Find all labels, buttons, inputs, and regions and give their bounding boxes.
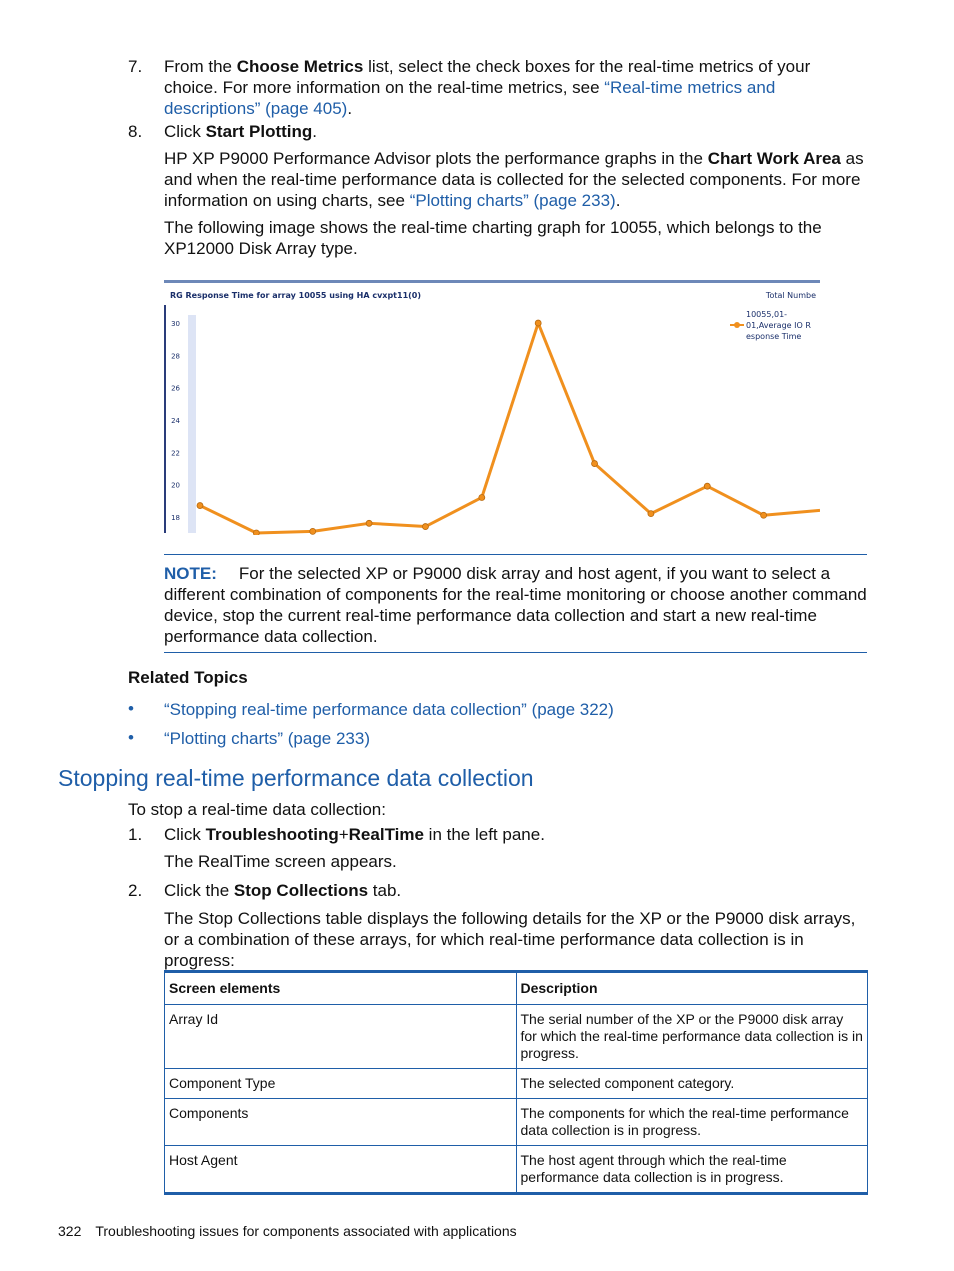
table-cell: Components — [165, 1099, 517, 1146]
note-label: NOTE: — [164, 564, 217, 583]
page-number: 322 — [58, 1223, 82, 1239]
bullet-dot: • — [128, 728, 134, 747]
legend-label — [746, 310, 811, 341]
realtime-metrics-link[interactable]: “Real-time metrics and descriptions” (page 405) — [164, 78, 776, 118]
section-intro: To stop a real-time data collection: — [128, 800, 386, 819]
table-row — [165, 1005, 868, 1069]
chart-title: RG Response Time for array 10055 using HA cvxpt11(0) — [170, 291, 422, 300]
data-point — [704, 483, 710, 489]
plot-paragraph: HP XP P9000 Performance Advisor plots the performance graphs in the Chart Work Area as and when the real-time performance data is collected for the selected components. For more information on using charts, see “Plotting charts” (page 233). — [164, 149, 864, 210]
chart-legend — [730, 310, 811, 341]
step-8-number: 8. — [128, 122, 143, 141]
step-7-text: From the Choose Metrics list, select the check boxes for the real-time metrics of your choice. For more information on the real-time metrics, see “Real-time metrics and descriptions” (page 405). — [164, 57, 811, 118]
data-point — [253, 530, 259, 535]
stop-collections-label: Stop Collections — [233, 881, 369, 900]
chart-left-edge — [164, 305, 166, 533]
data-point — [535, 320, 541, 326]
data-point — [479, 494, 485, 500]
note-block — [164, 563, 868, 647]
data-point — [648, 511, 654, 517]
step-7-number: 7. — [128, 57, 143, 76]
y-tick-label: 20 — [171, 481, 180, 490]
y-tick-label: 28 — [171, 352, 180, 361]
table-cell: Component Type — [165, 1069, 517, 1099]
y-tick-label: 24 — [171, 416, 180, 425]
table-row — [165, 1099, 868, 1146]
legend-swatch-marker — [734, 322, 740, 328]
note-bottom-rule — [164, 652, 867, 653]
bullet-dot: • — [128, 699, 134, 718]
data-point — [310, 528, 316, 534]
y-tick-label: 26 — [171, 384, 180, 393]
start-plotting-label: Start Plotting — [205, 122, 313, 141]
table-header-row — [165, 972, 868, 1005]
y-axis-bar — [188, 315, 196, 533]
data-point — [761, 512, 767, 518]
choose-metrics-label: Choose Metrics — [236, 57, 364, 76]
plotting-charts-link[interactable]: “Plotting charts” (page 233) — [409, 191, 616, 210]
note-text: For the selected XP or P9000 disk array and host agent, if you want to select a different combination of components for the real-time monitoring or choose another command device, stop the current real-time performance data collection and start a new real-time performance data collection. — [164, 564, 867, 646]
step-2-text: Click the Stop Collections tab. — [164, 881, 402, 900]
stop-collections-table — [164, 970, 868, 1195]
page-footer — [58, 1223, 517, 1239]
chart-svg — [164, 283, 820, 535]
step-1-text: Click Troubleshooting+RealTime in the left pane. — [164, 825, 545, 844]
step-1-number: 1. — [128, 825, 143, 844]
related-topics-heading: Related Topics — [128, 668, 248, 687]
step-1-result: The RealTime screen appears. — [164, 852, 397, 871]
series-line-group — [197, 320, 820, 535]
legend-label-line: esponse Time — [746, 332, 802, 341]
series-line — [200, 323, 820, 533]
legend-label-line: 01,Average IO R — [746, 321, 811, 330]
realtime-chart — [164, 280, 820, 535]
step-2-result: The Stop Collections table displays the following details for the XP or the P9000 disk arrays, or a combination of these arrays, for which real-time performance data collection is in progress: — [164, 909, 856, 970]
data-point — [366, 520, 372, 526]
troubleshooting-label: Troubleshooting — [205, 825, 339, 844]
note-top-rule — [164, 554, 867, 555]
step-8-text: Click Start Plotting. — [164, 122, 318, 141]
table-cell: The selected component category. — [516, 1069, 868, 1099]
chart-corner-label: Total Numbe — [765, 291, 816, 300]
table-cell: The components for which the real-time performance data collection is in progress. — [516, 1099, 868, 1146]
table-cell: Host Agent — [165, 1146, 517, 1194]
y-tick-group — [171, 320, 180, 522]
footer-text: Troubleshooting issues for components associated with applications — [95, 1223, 517, 1239]
data-point — [197, 503, 203, 509]
y-tick-label: 30 — [171, 320, 180, 329]
table-header-cell: Screen elements — [165, 972, 517, 1005]
table-cell: Array Id — [165, 1005, 517, 1069]
realtime-label: RealTime — [348, 825, 424, 844]
table-row — [165, 1146, 868, 1194]
section-title: Stopping real-time performance data collection — [58, 765, 534, 791]
table-row — [165, 1069, 868, 1099]
table-cell: The serial number of the XP or the P9000 disk array for which the real-time performance data collection is in progress. — [516, 1005, 868, 1069]
data-point — [422, 524, 428, 530]
data-point — [592, 461, 598, 467]
step-2-number: 2. — [128, 881, 143, 900]
table-header-cell: Description — [516, 972, 868, 1005]
legend-label-line: 10055,01- — [746, 310, 788, 319]
related-link-plotting[interactable]: “Plotting charts” (page 233) — [164, 729, 370, 748]
related-link-stopping[interactable]: “Stopping real-time performance data collection” (page 322) — [164, 700, 614, 719]
image-caption-paragraph: The following image shows the real-time charting graph for 10055, which belongs to the XP12000 Disk Array type. — [164, 218, 822, 258]
chart-work-area-label: Chart Work Area — [707, 149, 841, 168]
y-tick-label: 22 — [171, 449, 180, 458]
table-cell: The host agent through which the real-time performance data collection is in progress. — [516, 1146, 868, 1194]
y-tick-label: 18 — [171, 513, 180, 522]
